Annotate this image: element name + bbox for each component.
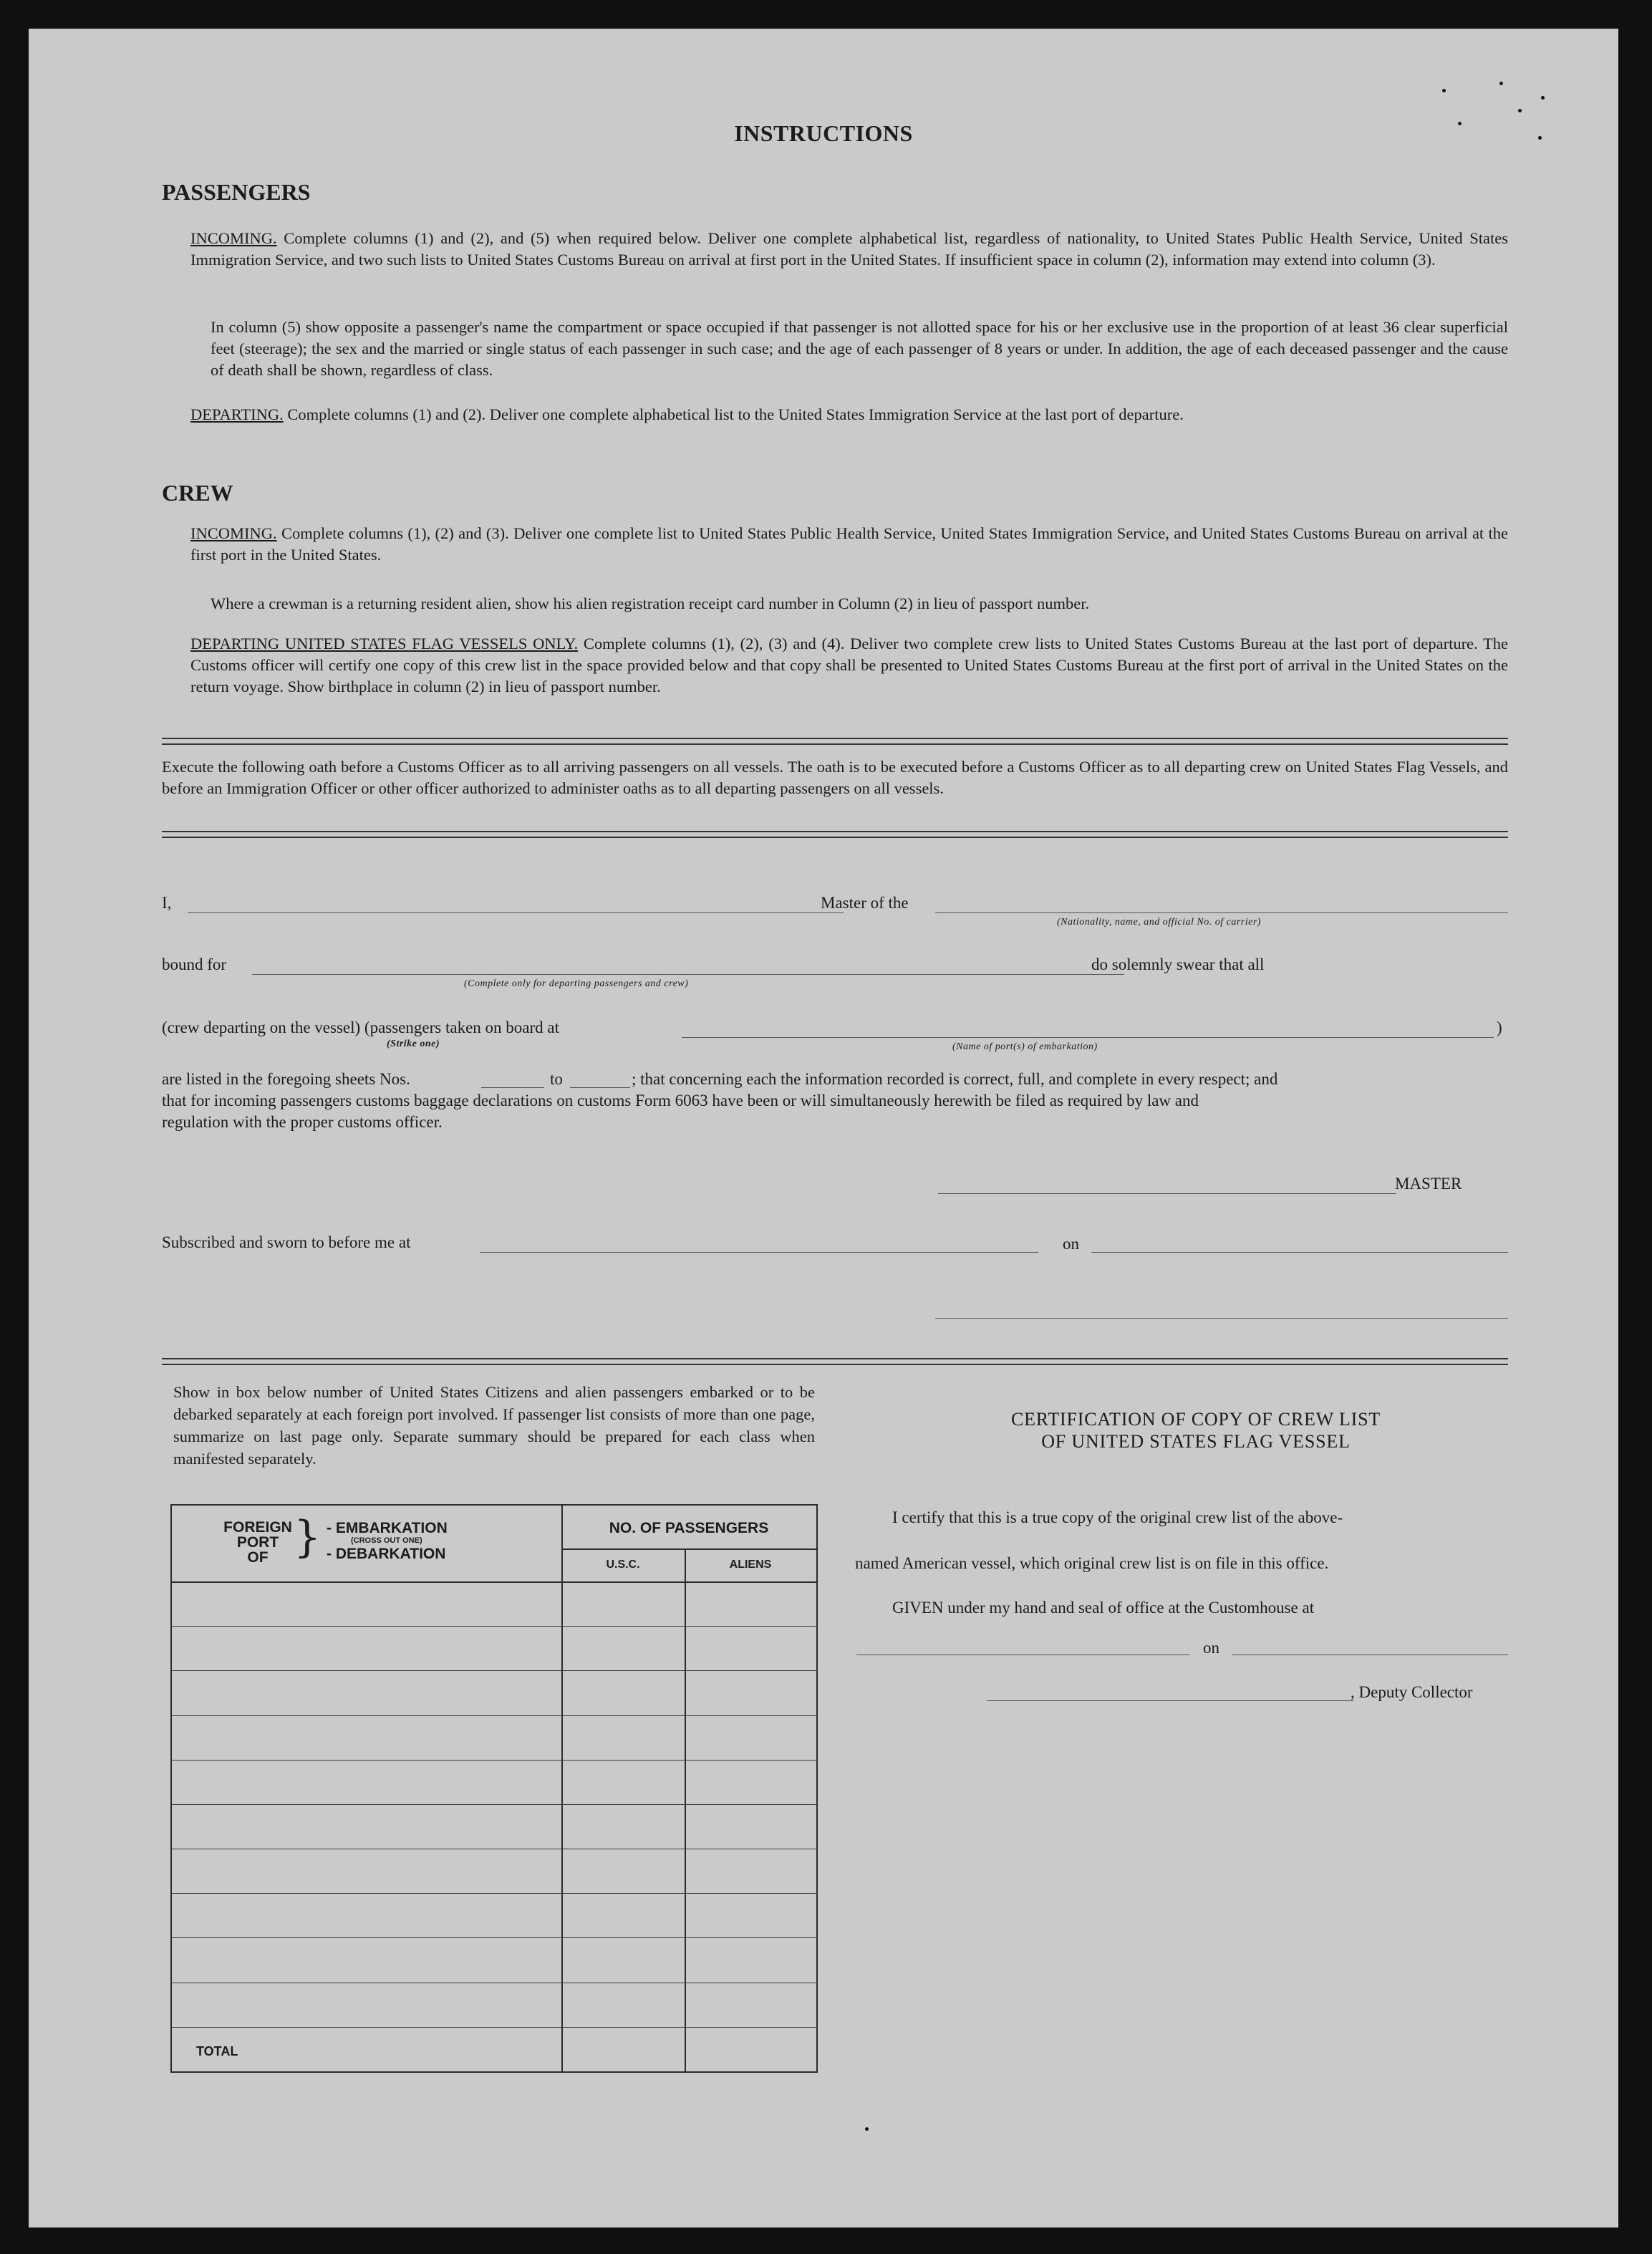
debarkation-label: - DEBARKATION [327,1546,446,1562]
divider [162,1364,1508,1365]
speck-mark [865,2127,869,2131]
table-row[interactable] [172,1715,816,1716]
certification-title-line2: OF UNITED STATES FLAG VESSEL [1041,1431,1351,1452]
speck-mark [1442,89,1446,92]
swear-text: do solemnly swear that all [1091,955,1265,973]
oath-line-3: regulation with the proper customs officer. [162,1113,443,1131]
passenger-summary-table [170,1504,818,2073]
embarkation-ports-line[interactable] [682,1037,1494,1038]
crew-incoming-paragraph [190,523,1508,566]
divider [162,831,1508,832]
table-col-divider [561,1506,563,2071]
listed-prefix: are listed in the foregoing sheets Nos. [162,1070,410,1088]
certification-on-label: on [1203,1639,1219,1657]
crew-departing-text: Complete columns (1), (2), (3) and (4). Deliver two complete crew lists to United States Customs Bureau at the last port of departure. The Customs officer will certify one copy of this crew list in the space provided below and that copy shall be presented to United States Customs Bureau at the first port of arrival in the United States on the return voyage. Show birthplace in column (2) in lieu of passport number. [190,635,1508,695]
total-label: TOTAL [196,2044,238,2058]
deputy-collector-label: , Deputy Collector [1351,1683,1473,1701]
foreign-label: FOREIGN [223,1519,292,1536]
certification-title [881,1408,1511,1453]
page-title: INSTRUCTIONS [734,120,913,146]
passengers-departing-label: DEPARTING. [190,405,284,423]
table-header-line [172,1581,816,1583]
close-paren: ) [1497,1018,1502,1036]
speck-mark [1541,96,1545,100]
table-row[interactable] [172,1893,816,1894]
table-row[interactable] [172,2027,816,2028]
sworn-place-line[interactable] [480,1252,1038,1253]
deputy-signature-line[interactable] [987,1700,1353,1701]
crew-departing-label: DEPARTING UNITED STATES FLAG VESSELS ONLY. [190,635,579,652]
master-signature-line[interactable] [938,1193,1396,1194]
carrier-caption: (Nationality, name, and official No. of carrier) [1057,917,1261,928]
certification-line3: GIVEN under my hand and seal of office at the Customhouse at [892,1599,1315,1617]
listed-rest: ; that concerning each the information recorded is correct, full, and complete in every respect; and [632,1070,1278,1088]
crew-resident-paragraph: Where a crewman is a returning resident alien, show his alien registration receipt card number in Column (2) in lieu of passport number. [211,594,1090,612]
table-subheader-line [561,1549,816,1550]
cross-out-label: (CROSS OUT ONE) [351,1536,422,1545]
subscribed-label: Subscribed and sworn to before me at [162,1233,411,1251]
aliens-header: ALIENS [729,1559,772,1571]
sworn-date-line[interactable] [1091,1252,1508,1253]
brace-glyph: } [294,1512,322,1562]
oath-intro: Execute the following oath before a Customs Officer as to all arriving passengers on all vessels. The oath is to be executed before a Customs Officer as to all departing crew on United States Flag Vessels, and before an Immigration Officer or other officer authorized to administer oaths as to all departing passengers on all vessels. [162,758,1508,797]
carrier-line[interactable] [935,912,1508,913]
passengers-incoming-paragraph [190,228,1508,271]
crew-incoming-text: Complete columns (1), (2) and (3). Deliver one complete list to United States Public Health Service, United States Immigration Service, and United States Customs Bureau on arrival at the first port in the United States. [190,524,1508,564]
form-sheet [29,29,1618,2227]
crew-passengers-line-text: (crew departing on the vessel) (passengers taken on board at [162,1018,559,1036]
sheet-to-line[interactable] [570,1087,630,1088]
sworn-on-label: on [1063,1235,1079,1253]
master-of-the-label: Master of the [821,894,909,912]
foreign-port-header [222,1520,294,1565]
divider [162,1358,1508,1359]
divider [162,837,1508,838]
usc-header: U.S.C. [606,1559,640,1571]
speck-mark [1518,109,1522,112]
of-label: OF [247,1549,269,1566]
ports-caption: (Name of port(s) of embarkation) [952,1041,1098,1052]
certification-line1: I certify that this is a true copy of the original crew list of the above- [892,1508,1343,1526]
sheet-from-line[interactable] [481,1087,544,1088]
oath-line-2: that for incoming passengers customs baggage declarations on customs Form 6063 have been or will simultaneously herewith be filed as required by law and [162,1092,1199,1109]
table-row[interactable] [172,1937,816,1938]
master-name-line[interactable] [188,912,844,913]
oath-i-label: I, [162,894,172,912]
bound-for-line[interactable] [252,974,1124,975]
passengers-heading: PASSENGERS [162,179,311,205]
divider [162,743,1508,745]
bound-for-caption: (Complete only for departing passengers and crew) [464,978,689,989]
crew-departing-paragraph [190,633,1508,698]
embarkation-label: - EMBARKATION [327,1520,448,1536]
crew-incoming-label: INCOMING. [190,524,277,542]
passengers-column5-paragraph: In column (5) show opposite a passenger's name the compartment or space occupied if that passenger is not allotted space for his or her exclusive use in the proportion of at least 36 clear superficial feet (steerage); the sex and the married or single status of each passenger in such case; and the age of each passenger of 8 years or under. In addition, the age of each deceased passenger and the cause of death shall be shown, regardless of class. [211,318,1508,379]
table-row[interactable] [172,1804,816,1805]
passengers-departing-text: Complete columns (1) and (2). Deliver one complete alphabetical list to the United States Immigration Service at the last port of departure. [287,405,1184,423]
bound-for-label: bound for [162,955,227,973]
no-of-passengers-header: NO. OF PASSENGERS [609,1520,769,1536]
passengers-incoming-text: Complete columns (1) and (2), and (5) when required below. Deliver one complete alphabetical list, regardless of nationality, to United States Public Health Service, United States Immigration Service, and two such lists to United States Customs Bureau on arrival at first port in the United States. If insufficient space in column (2), information may extend into column (3). [190,229,1509,269]
strike-one-caption: (Strike one) [387,1039,440,1049]
table-row[interactable] [172,1760,816,1761]
certification-title-line1: CERTIFICATION OF COPY OF CREW LIST [1010,1409,1381,1430]
port-label: PORT [236,1534,279,1551]
officer-signature-line[interactable] [935,1318,1508,1319]
table-row[interactable] [172,1626,816,1627]
table-col-divider [685,1549,686,2071]
crew-heading: CREW [162,480,233,506]
passengers-departing-paragraph [190,404,1508,425]
table-row[interactable] [172,1670,816,1671]
divider [162,738,1508,739]
speck-mark [1499,82,1503,85]
passengers-incoming-label: INCOMING. [190,229,277,247]
summary-instructions: Show in box below number of United States Citizens and alien passengers embarked or to be debarked separately at each foreign port involved. If passenger list consists of more than one page, summarize on last page only. Separate summary should be prepared for each class when manifested separately. [173,1383,815,1468]
to-label: to [550,1070,563,1088]
master-label: MASTER [1395,1175,1462,1193]
certification-line2: named American vessel, which original crew list is on file in this office. [855,1554,1329,1572]
